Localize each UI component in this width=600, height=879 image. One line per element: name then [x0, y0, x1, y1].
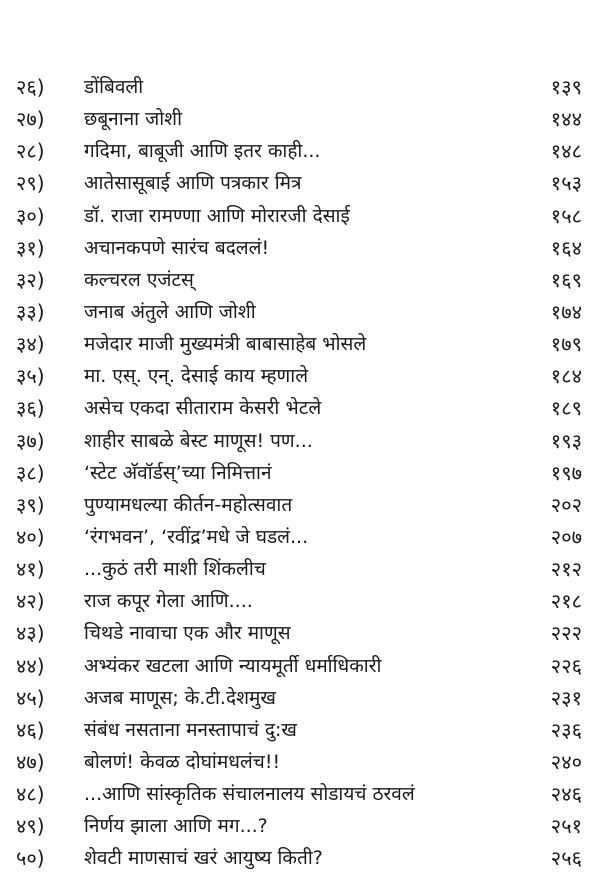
chapter-title: ‘स्टेट अ‍ॅवॉर्डस्’च्या निमित्तानं [84, 461, 272, 484]
chapter-number: ३०) [16, 203, 45, 228]
chapter-number: ४४) [16, 653, 45, 678]
chapter-title: अभ्यंकर खटला आणि न्यायमूर्ती धर्माधिकारी [84, 654, 382, 677]
toc-row [0, 489, 600, 521]
chapter-number: ३५) [16, 364, 45, 389]
chapter-title: चिथडे नावाचा एक और माणूस [84, 622, 291, 645]
chapter-number: ३७) [16, 428, 45, 453]
page-number: २०७ [550, 524, 582, 549]
page-number: १५३ [550, 171, 582, 196]
page-number: २४६ [550, 782, 582, 807]
page-number: १५८ [550, 203, 582, 228]
toc-row [0, 71, 600, 103]
chapter-number: ३१) [16, 235, 45, 260]
toc-row [0, 778, 600, 810]
chapter-title: शाहीर साबळे बेस्ट माणूस! पण... [84, 429, 313, 452]
chapter-number: ५०) [16, 846, 45, 871]
chapter-number: ३६) [16, 396, 45, 421]
toc-row [0, 392, 600, 424]
toc-row [0, 296, 600, 328]
chapter-title: आतेसासूबाई आणि पत्रकार मित्र [84, 172, 302, 195]
chapter-number: ३८) [16, 460, 45, 485]
toc-row [0, 553, 600, 585]
toc-row [0, 810, 600, 842]
toc-row [0, 200, 600, 232]
page-number: १८९ [550, 396, 582, 421]
page-number: १९७ [550, 460, 582, 485]
chapter-title: डोंबिवली [84, 76, 144, 98]
page-number: २२६ [550, 653, 582, 678]
chapter-title: निर्णय झाला आणि मग...? [84, 815, 268, 838]
page-number: २१२ [550, 557, 582, 582]
page-number: १९३ [550, 428, 582, 453]
toc-row [0, 135, 600, 167]
chapter-title: डॉ. राजा रामण्णा आणि मोरारजी देसाई [84, 204, 350, 227]
chapter-number: २९) [16, 171, 45, 196]
toc-row [0, 746, 600, 778]
chapter-title: जनाब अंतुले आणि जोशी [84, 300, 256, 323]
chapter-title: ...कुठं तरी माशी शिंकलीच [84, 558, 266, 581]
chapter-title: अजब माणूस; के.टी.देशमुख [84, 686, 276, 709]
chapter-title: मा. एस्. एन्. देसाई काय म्हणाले [84, 365, 309, 388]
table-of-contents [0, 71, 600, 875]
toc-row [0, 264, 600, 296]
chapter-title: बोलणं! केवळ दोघांमधलंच!! [84, 750, 281, 773]
toc-row [0, 714, 600, 746]
page-number: १३९ [550, 75, 582, 99]
page-number: १६९ [550, 267, 582, 292]
toc-row [0, 682, 600, 714]
chapter-number: ३३) [16, 299, 45, 324]
chapter-title: गदिमा, बाबूजी आणि इतर काही... [84, 140, 321, 163]
toc-row [0, 360, 600, 392]
chapter-number: ४३) [16, 621, 45, 646]
chapter-number: ३४) [16, 332, 45, 357]
toc-row [0, 425, 600, 457]
toc-row [0, 103, 600, 135]
chapter-title: असेच एकदा सीताराम केसरी भेटले [84, 397, 322, 420]
page-number: २५६ [550, 846, 582, 871]
chapter-title: ‘रंगभवन’, ‘रवींद्र’मधे जे घडलं... [84, 525, 309, 548]
toc-row [0, 617, 600, 649]
chapter-number: २६) [16, 75, 45, 99]
toc-row [0, 457, 600, 489]
chapter-number: ४६) [16, 717, 45, 742]
chapter-title: ...आणि सांस्कृतिक संचालनालय सोडायचं ठरवलं [84, 783, 415, 806]
chapter-number: २८) [16, 139, 45, 164]
chapter-number: ३२) [16, 267, 45, 292]
page-number: २१८ [550, 589, 582, 614]
chapter-title: शेवटी माणसाचं खरं आयुष्य किती? [84, 847, 323, 870]
chapter-number: २७) [16, 107, 45, 132]
chapter-number: ४७) [16, 749, 45, 774]
chapter-number: ४८) [16, 782, 45, 807]
toc-row [0, 328, 600, 360]
page-number: १७९ [550, 332, 582, 357]
page-number: २४० [550, 749, 582, 774]
page-number: १४४ [550, 107, 582, 132]
toc-row [0, 521, 600, 553]
chapter-title: पुण्यामधल्या कीर्तन-महोत्सवात [84, 493, 293, 516]
chapter-title: राज कपूर गेला आणि.... [84, 590, 253, 613]
chapter-number: ४१) [16, 557, 45, 582]
chapter-title: छबूनाना जोशी [84, 108, 182, 131]
chapter-title: मजेदार माजी मुख्यमंत्री बाबासाहेब भोसले [84, 333, 367, 356]
page-number: १४८ [550, 139, 582, 164]
chapter-number: ४०) [16, 524, 45, 549]
page-number: २३१ [550, 685, 582, 710]
page-number: २२२ [550, 621, 582, 646]
chapter-title: संबंध नसताना मनस्तापाचं दु:ख [84, 718, 297, 741]
page-number: १८४ [550, 364, 582, 389]
toc-row [0, 585, 600, 617]
page-number: १६४ [550, 235, 582, 260]
page-number: २५१ [550, 814, 582, 839]
chapter-title: कल्चरल एजंटस् [84, 268, 194, 291]
toc-row [0, 167, 600, 199]
page-number: २३६ [550, 717, 582, 742]
toc-row [0, 842, 600, 874]
chapter-number: ३९) [16, 492, 45, 517]
chapter-number: ४५) [16, 685, 45, 710]
toc-row [0, 650, 600, 682]
chapter-title: अचानकपणे सारंच बदललं! [84, 236, 270, 259]
page-number: १७४ [550, 299, 582, 324]
chapter-number: ४९) [16, 814, 45, 839]
chapter-number: ४२) [16, 589, 45, 614]
page-number: २०२ [550, 492, 582, 517]
toc-row [0, 232, 600, 264]
